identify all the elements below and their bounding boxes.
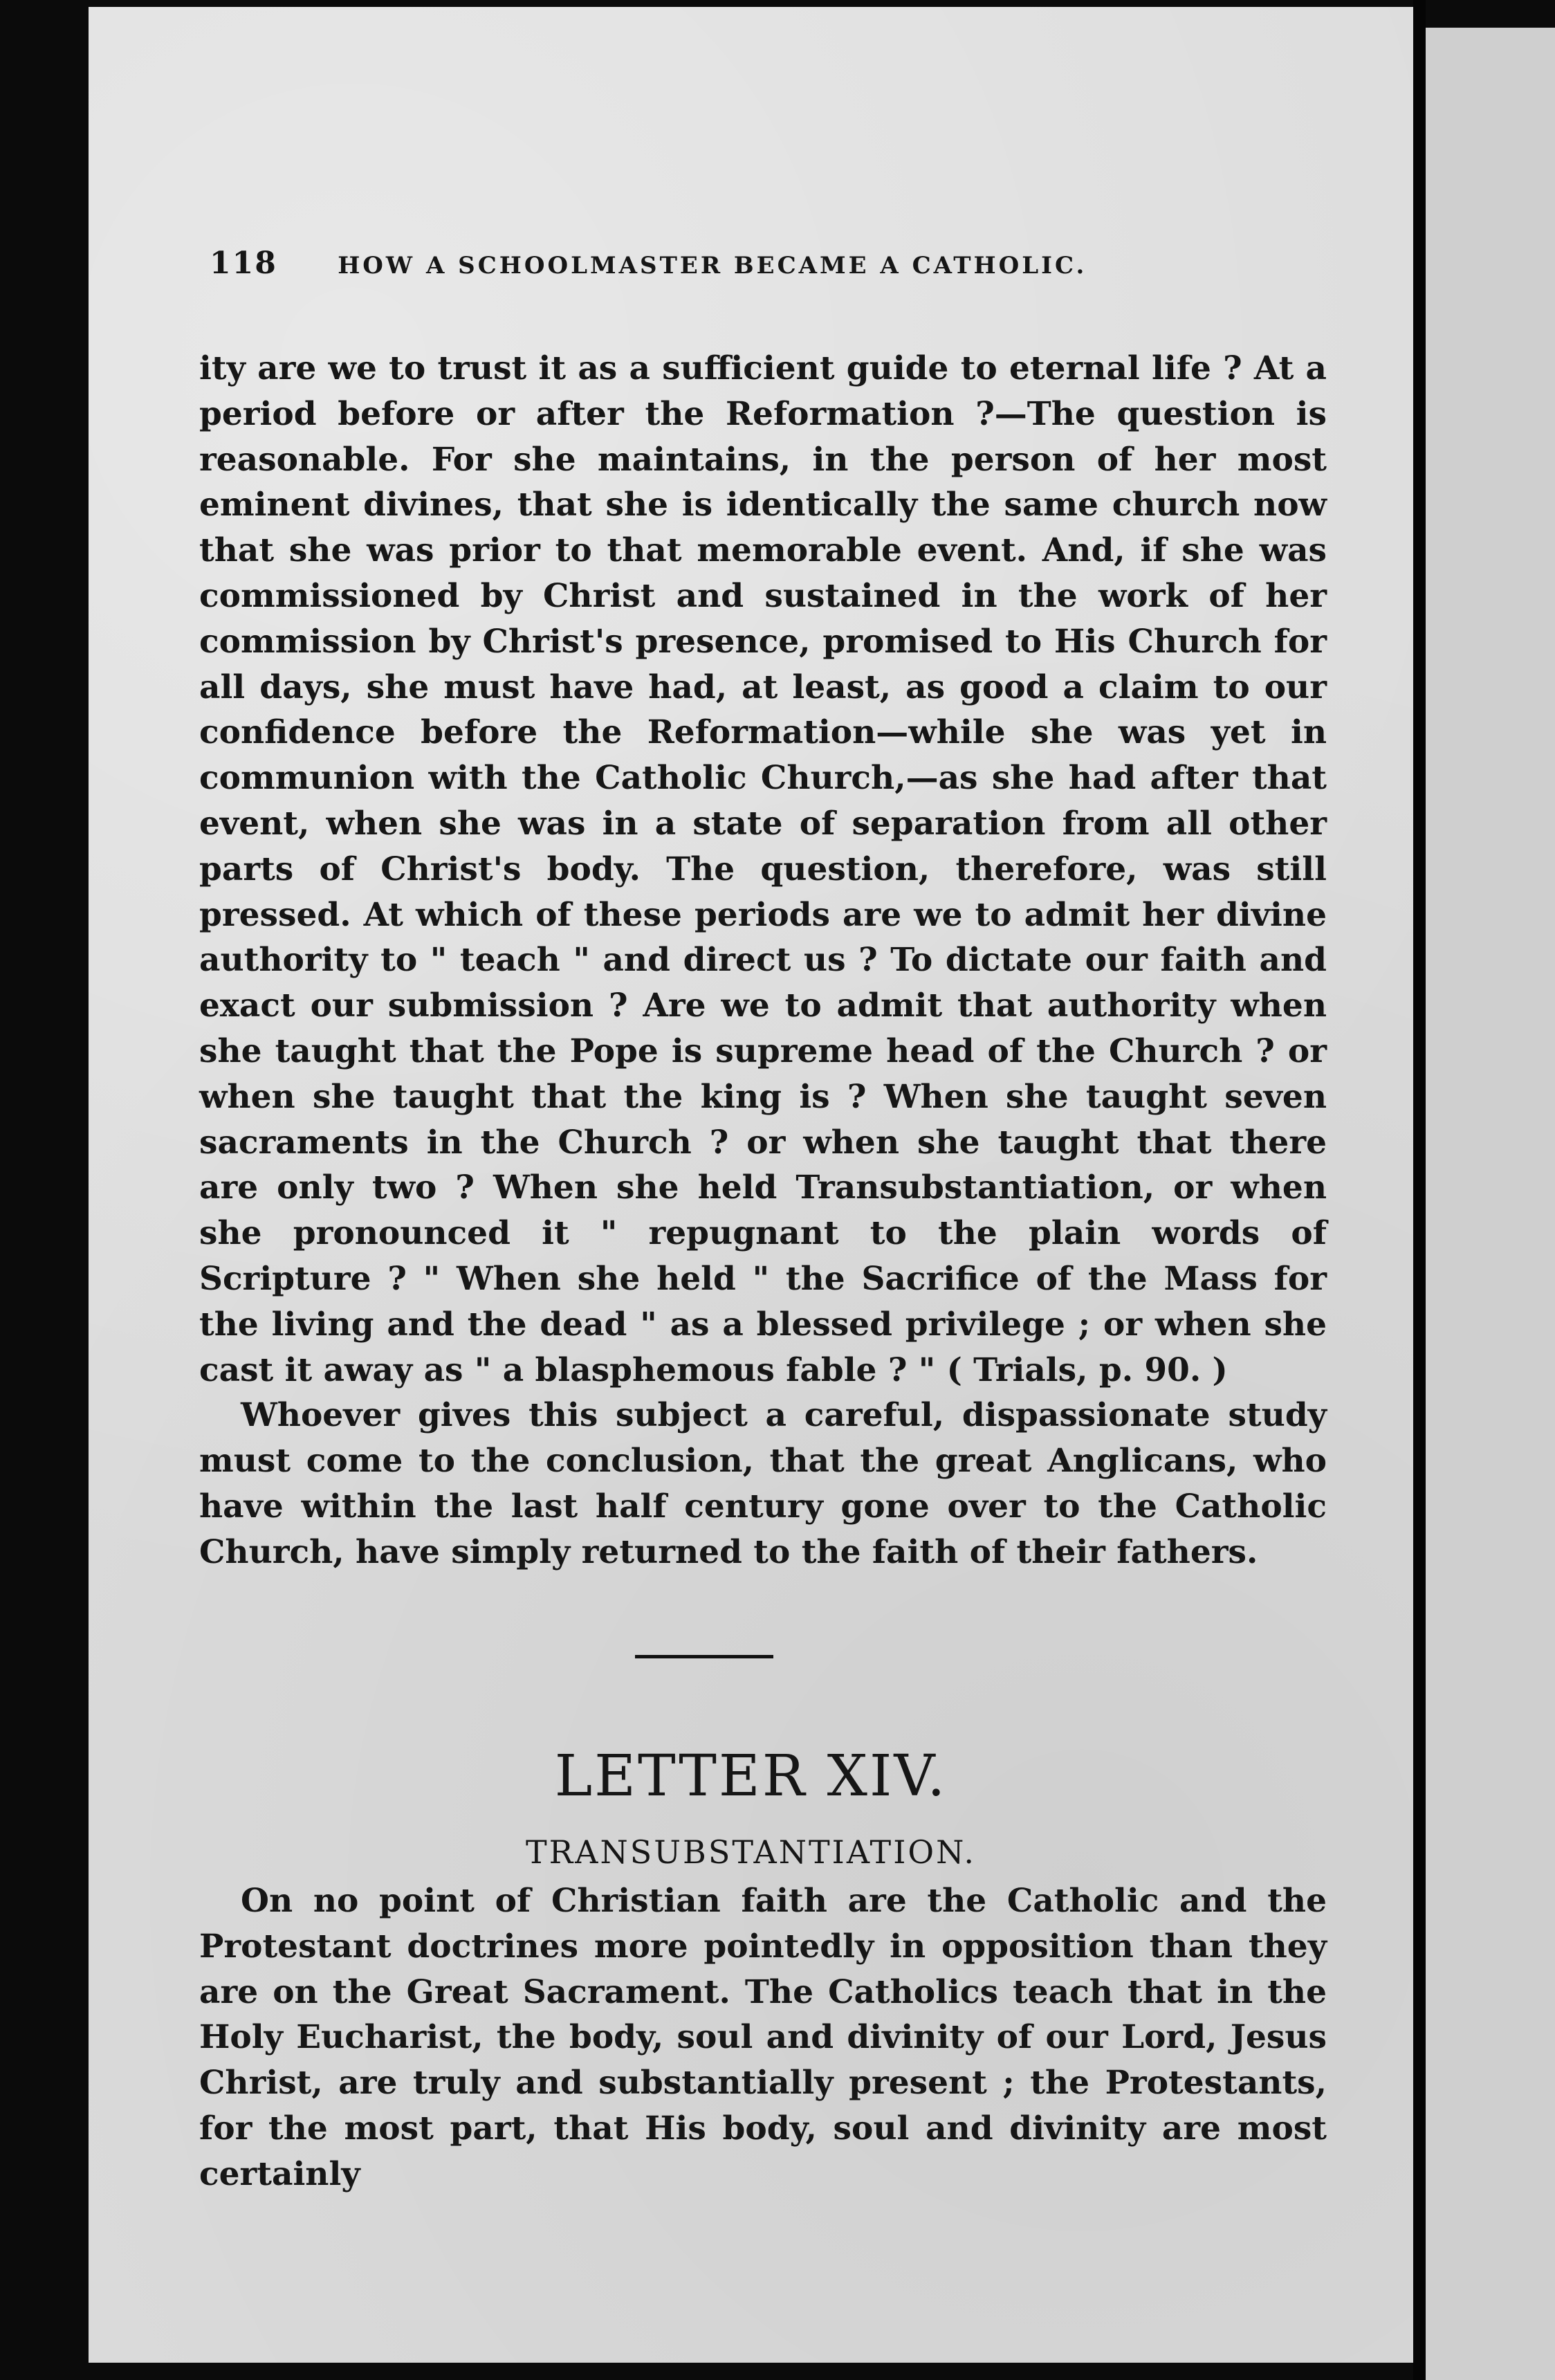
body-text	[199, 346, 1327, 1575]
section-divider	[635, 1655, 773, 1658]
letter-body	[199, 1878, 1327, 2197]
page-number: 118	[210, 246, 277, 281]
letter-title: LETTER XIV.	[554, 1743, 948, 1809]
book-page	[89, 7, 1413, 2363]
running-title: HOW A SCHOOLMASTER BECAME A CATHOLIC.	[338, 252, 1087, 280]
paragraph-continued: ity are we to trust it as a sufficient guide to eternal life ? At a period before or after the Reformation ?—The question is reasonable. For she maintains, in the person of her most eminent divines, that she is identically the same church now that she was prior to that memorable event. And, if she was commissioned by Christ and sustained in the work of her commission by Christ's presence, promised to His Church for all days, she must have had, at least, as good a claim to our confidence before the Reformation—while she was yet in communion with the Catholic Church,—as she had after that event, when she was in a state of separation from all other parts of Christ's body. The question, therefore, was still pressed. At which of these periods are we to admit her divine authority to " teach " and direct us ? To dictate our faith and exact our submission ? Are we to admit that authority when she taught that the Pope is supreme head of the Church ? or when she taught that the king is ? When she taught seven sacraments in the Church ? or when she taught that there are only two ? When she held Transubstantiation, or when she pronounced it " repugnant to the plain words of Scripture ? " When she held " the Sacrifice of the Mass for the living and the dead " as a blessed privilege ; or when she cast it away as " a blasphemous fable ? " ( Trials, p. 90. )	[199, 349, 1327, 1389]
page-header	[210, 246, 1247, 281]
letter-paragraph: On no point of Christian faith are the Catholic and the Protestant doctrines more pointedly in opposition than they are on the Great Sacrament. The Catholics teach that in the Holy Eucharist, the body, soul and divinity of our Lord, Jesus Christ, are truly and substantially present ; the Protestants, for the most part, that His body, soul and divinity are most certainly	[199, 1882, 1327, 2193]
letter-subtitle: TRANSUBSTANTIATION.	[525, 1833, 977, 1871]
paragraph-conclusion: Whoever gives this subject a careful, dispassionate study must come to the conclusion, that the great Anglicans, who have within the last half century gone over to the Catholic Church, have simply returned to the faith of their fathers.	[199, 1396, 1327, 1571]
adjacent-page-edge	[1426, 28, 1555, 2380]
page-gutter	[1413, 0, 1426, 2380]
